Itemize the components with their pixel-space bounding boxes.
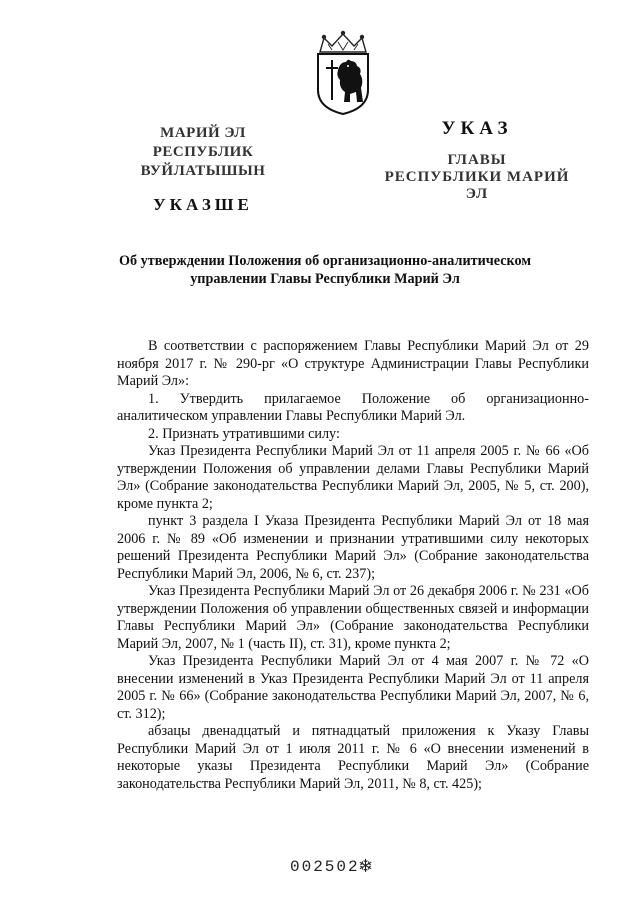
header-right-line3: РЕСПУБЛИКИ МАРИЙ ЭЛ xyxy=(384,169,570,202)
header-left-line3: УКАЗШЕ xyxy=(153,195,253,214)
paragraph: Указ Президента Республики Марий Эл от 26 декабря 2006 г. № 231 «Об утверждении Положения об управлении общественных связей и информации Главы Республики Марий Эл» (Собрание законодательства Республики Марий Эл, 2007, № 1 (часть II), ст. 31), кроме пункта 2; xyxy=(117,583,589,652)
snowflake-mark-icon: ❄ xyxy=(358,856,374,876)
coat-of-arms-bear-icon xyxy=(310,30,376,116)
header-right-line2: ГЛАВЫ xyxy=(447,152,507,168)
header-right-block xyxy=(372,118,582,203)
paragraph: абзацы двенадцатый и пятнадцатый приложения к Указу Главы Республики Марий Эл от 1 июля 2011 г. № 6 «О внесении изменений в некоторые указы Президента Республики Марий Эл» (Собрание законодательства Республики Марий Эл, 2011, № 8, ст. 425); xyxy=(117,723,589,792)
document-body xyxy=(117,338,589,793)
document-title-line2: управлении Главы Республики Марий Эл xyxy=(190,271,460,287)
header-left-line2: ВУЙЛАТЫШЫН xyxy=(140,163,266,179)
document-title-line1: Об утверждении Положения об организационно-аналитическом xyxy=(118,253,532,269)
paragraph: 2. Признать утратившими силу: xyxy=(148,425,340,442)
header-right-line1: УКАЗ xyxy=(441,118,513,139)
header-left-block xyxy=(108,124,298,215)
paragraph: Указ Президента Республики Марий Эл от 11 апреля 2005 г. № 66 «Об утверждении Положения об управлении делами Главы Республики Марий Эл» (Собрание законодательства Республики Марий Эл, 2005, № 5, ст. 200), кроме пункта 2; xyxy=(117,443,589,512)
paragraph: пункт 3 раздела I Указа Президента Республики Марий Эл от 18 мая 2006 г. № 89 «Об изменении и признании утратившими силу некоторых решений Президента Республики Марий Эл» (Собрание законодательства Республики Марий Эл, 2006, № 6, ст. 237); xyxy=(117,513,589,582)
header-left-line1: МАРИЙ ЭЛ РЕСПУБЛИК xyxy=(152,125,254,160)
paragraph: В соответствии с распоряжением Главы Республики Марий Эл от 29 ноября 2017 г. № 290-рг «О структуре Администрации Главы Республики Марий Эл»: xyxy=(117,338,589,389)
paragraph: Указ Президента Республики Марий Эл от 4 мая 2007 г. № 72 «О внесении изменений в Указ Президента Республики Марий Эл от 11 апреля 2005 г. № 66» (Собрание законодательства Республики Марий Эл, 2007, № 6, ст. 312); xyxy=(117,653,589,722)
paragraph: 1. Утвердить прилагаемое Положение об организационно-аналитическом управлении Главы Республики Марий Эл. xyxy=(117,390,589,424)
document-title xyxy=(110,252,540,288)
document-serial-number: 002502 xyxy=(290,858,360,876)
